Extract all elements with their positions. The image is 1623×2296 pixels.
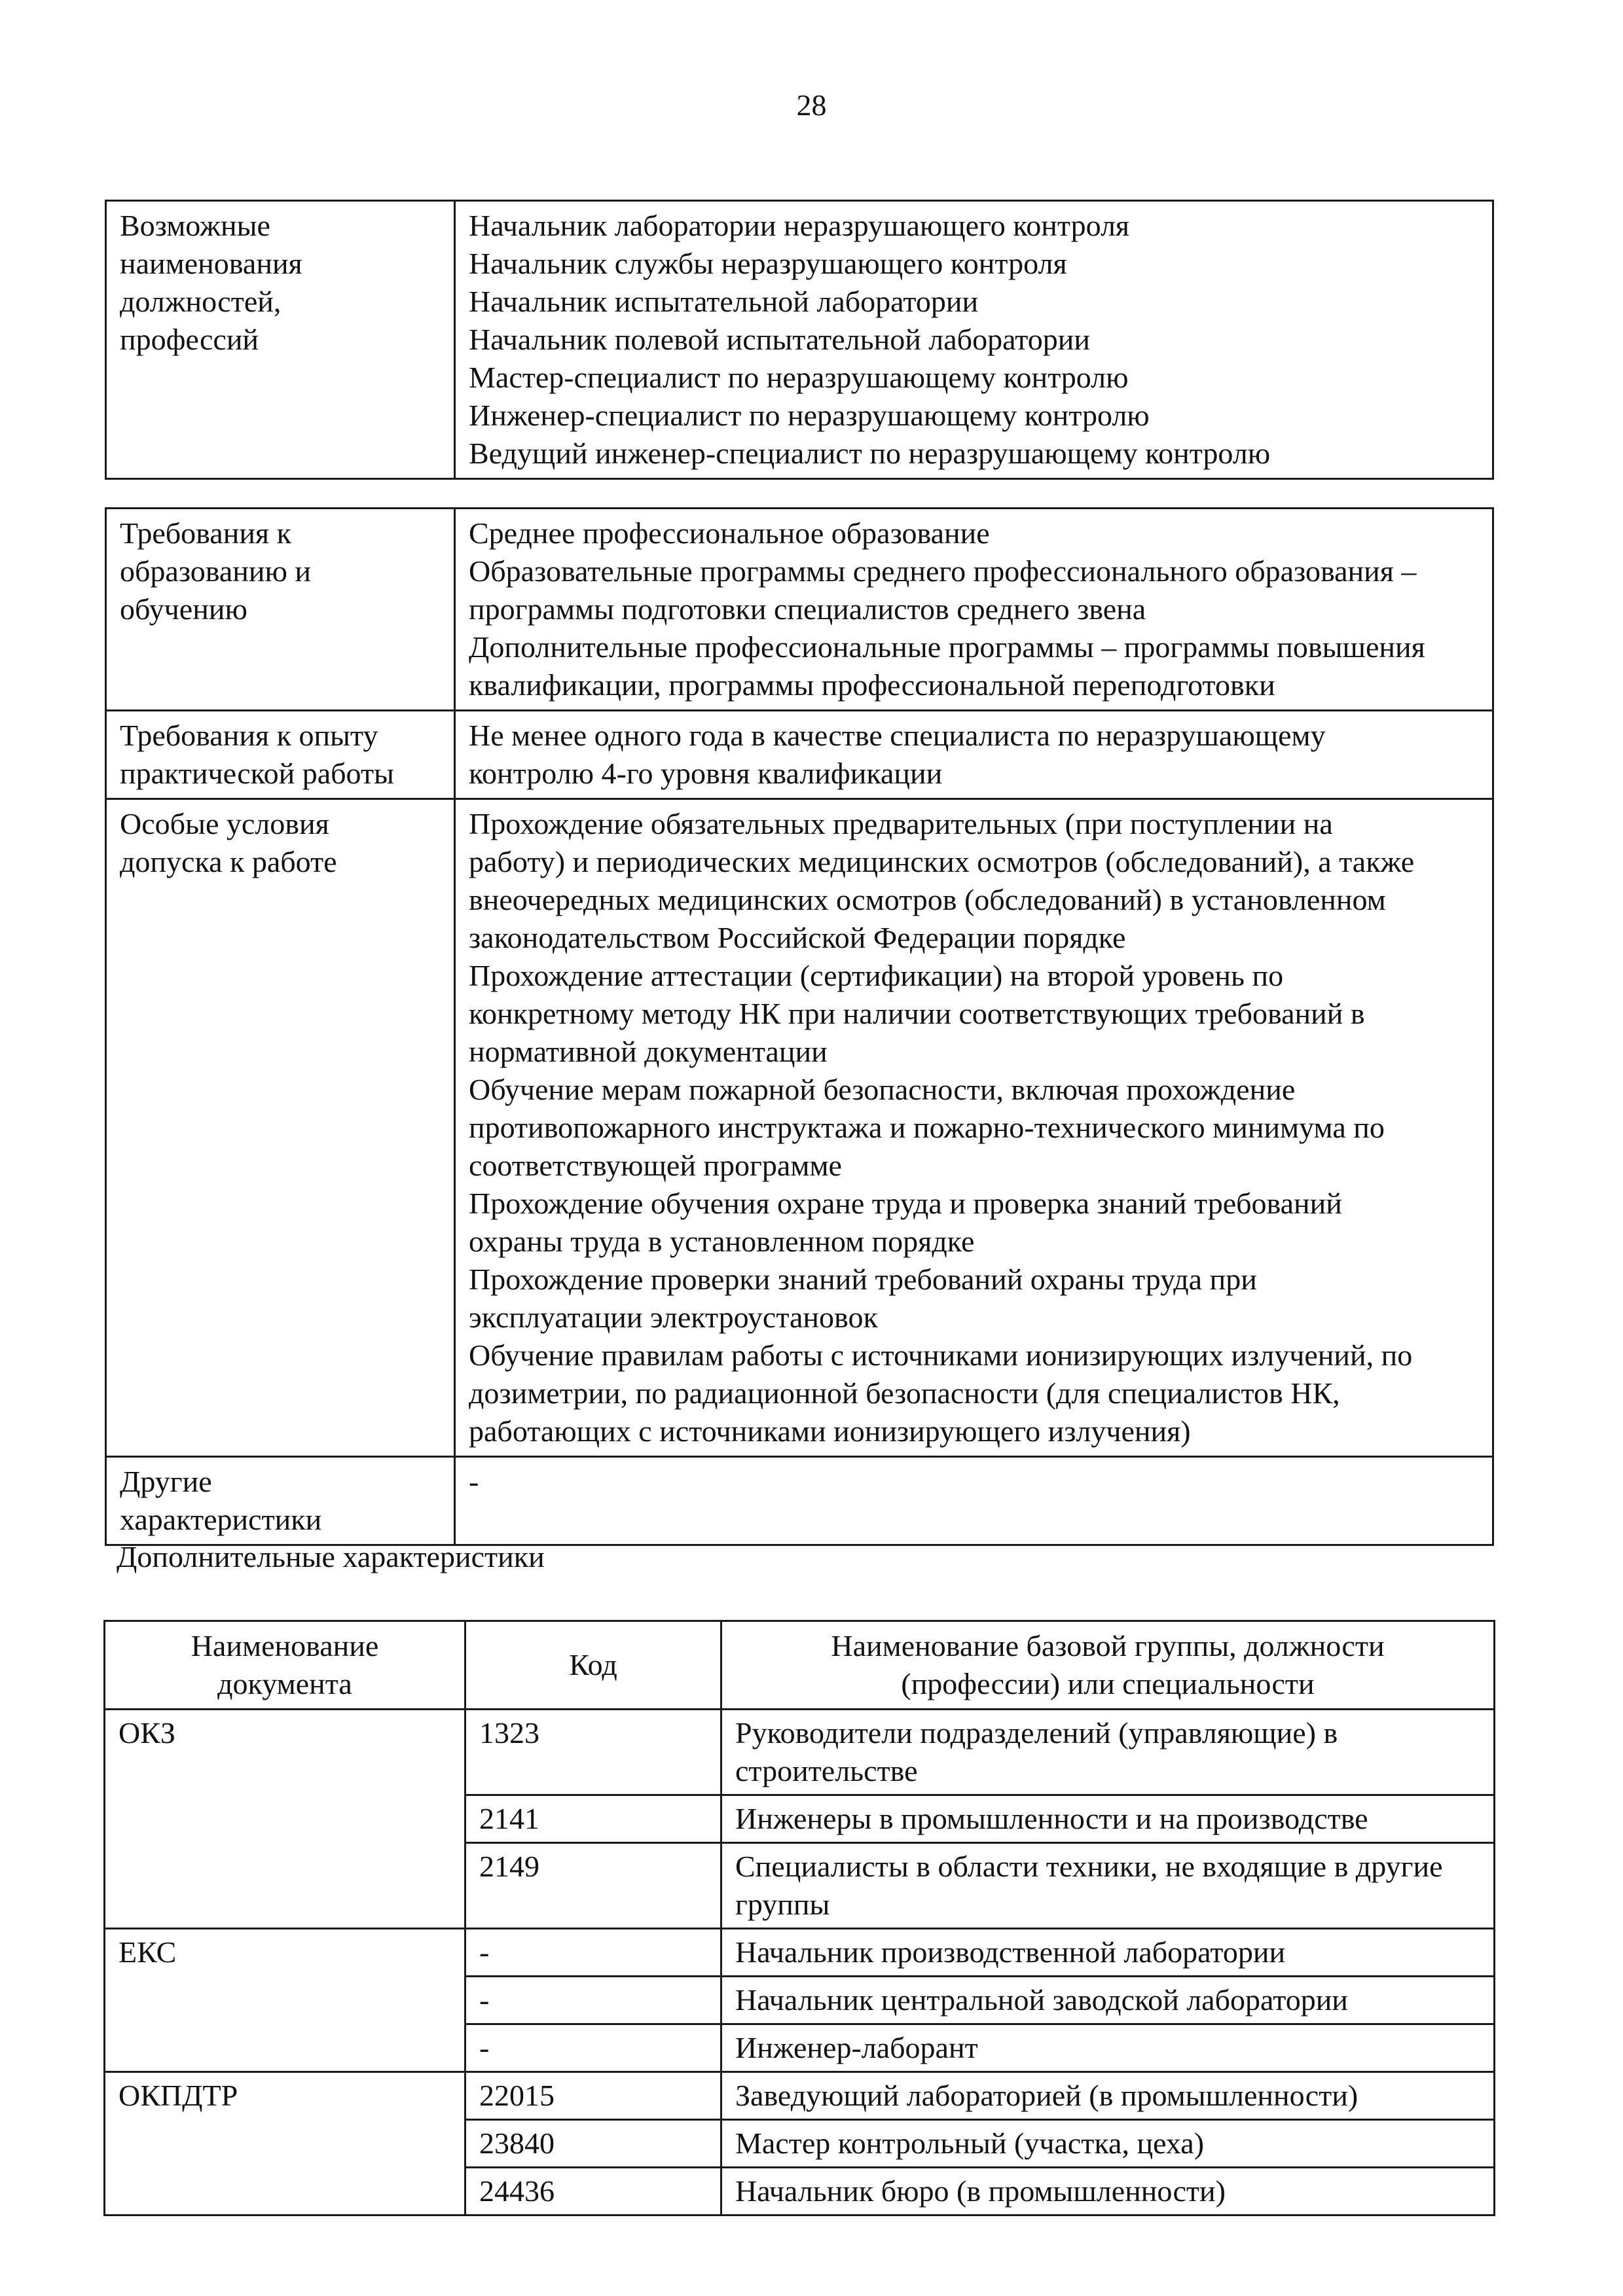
header-line: документа (217, 1667, 352, 1700)
value-line: Начальник производственной лаборатории (735, 1935, 1286, 1969)
extra-characteristics-table (103, 1620, 1495, 2216)
header-line: (профессии) или специальности (901, 1667, 1315, 1700)
value-line: Мастер контрольный (участка, цеха) (735, 2126, 1205, 2160)
value-line: противопожарного инструктажа и пожарно-технического минимума по (469, 1111, 1385, 1144)
position-title: Ведущий инженер-специалист по неразрушающему контролю (469, 437, 1271, 470)
experience-label-cell (106, 711, 455, 799)
positions-table (105, 200, 1494, 480)
table-row (105, 1710, 1495, 1795)
table-header-row (105, 1621, 1495, 1710)
value-line: Специалисты в области техники, не входящие в другие (735, 1850, 1443, 1883)
table-row (106, 1457, 1493, 1545)
position-title: Мастер-специалист по неразрушающему контролю (469, 361, 1129, 394)
value-line: эксплуатации электроустановок (469, 1300, 878, 1334)
value-line: работающих с источниками ионизирующего излучения) (469, 1414, 1191, 1448)
label-line: образованию и (120, 554, 311, 588)
admission-label-cell (106, 799, 455, 1457)
group-cell (721, 2072, 1495, 2120)
education-value-cell (455, 509, 1493, 711)
label-line: допуска к работе (120, 845, 337, 878)
table-row (106, 799, 1493, 1457)
group-cell (721, 2168, 1495, 2215)
group-cell (721, 1710, 1495, 1795)
value-line: внеочередных медицинских осмотров (обследований) в установленном (469, 883, 1386, 916)
position-title: Начальник лаборатории неразрушающего контроля (469, 209, 1130, 242)
label-line: практической работы (120, 757, 394, 790)
code-cell: 1323 (465, 1710, 721, 1795)
header-line: Наименование базовой группы, должности (831, 1629, 1385, 1662)
section-heading: Дополнительные характеристики (117, 1540, 545, 1573)
doc-cell: ЕКС (105, 1929, 465, 2072)
position-title: Инженер-специалист по неразрушающему контролю (469, 399, 1150, 432)
label-line: Требования к (120, 516, 291, 550)
group-cell (721, 2024, 1495, 2072)
value-line: Прохождение обучения охране труда и проверка знаний требований (469, 1187, 1342, 1220)
value-line: Прохождение аттестации (сертификации) на второй уровень по (469, 959, 1284, 992)
value-line: Начальник бюро (в промышленности) (735, 2174, 1226, 2208)
table-row (106, 711, 1493, 799)
group-cell (721, 2120, 1495, 2168)
value-line: Образовательные программы среднего профессионального образования – (469, 554, 1417, 588)
value-line: Обучение мерам пожарной безопасности, включая прохождение (469, 1073, 1296, 1106)
other-label-cell (106, 1457, 455, 1545)
value-line: группы (735, 1888, 830, 1921)
header-code: Код (465, 1621, 721, 1710)
label-line: профессий (120, 323, 259, 356)
header-group (721, 1621, 1495, 1710)
group-cell (721, 1977, 1495, 2024)
label-line: обучению (120, 592, 247, 626)
position-title: Начальник службы неразрушающего контроля (469, 247, 1067, 280)
value-line: программы подготовки специалистов среднего звена (469, 592, 1146, 626)
label-line: Возможные (120, 209, 270, 242)
value-line: Не менее одного года в качестве специалиста по неразрушающему (469, 719, 1326, 752)
value-line: Руководители подразделений (управляющие) в (735, 1716, 1338, 1749)
positions-value-cell (455, 201, 1493, 479)
code-cell: 2141 (465, 1795, 721, 1843)
code-cell: 23840 (465, 2120, 721, 2168)
value-line: Инженер-лаборант (735, 2031, 978, 2064)
header-doc (105, 1621, 465, 1710)
code-cell: - (465, 1977, 721, 2024)
label-line: характеристики (120, 1503, 322, 1536)
value-line: Обучение правилам работы с источниками ионизирующих излучений, по (469, 1338, 1413, 1372)
value-line: Прохождение проверки знаний требований охраны труда при (469, 1263, 1257, 1296)
experience-value-cell (455, 711, 1493, 799)
value-line: Начальник центральной заводской лаборатории (735, 1983, 1348, 2017)
doc-cell: ОКПДТР (105, 2072, 465, 2215)
code-cell: 22015 (465, 2072, 721, 2120)
value-line: дозиметрии, по радиационной безопасности (для специалистов НК, (469, 1376, 1340, 1410)
other-value-cell (455, 1457, 1493, 1545)
value-line: квалификации, программы профессиональной переподготовки (469, 668, 1275, 702)
value-line: законодательством Российской Федерации порядке (469, 921, 1126, 954)
label-line: наименования (120, 247, 302, 280)
label-line: Другие (120, 1465, 212, 1498)
value-line: нормативной документации (469, 1035, 828, 1068)
value-line: строительстве (735, 1754, 918, 1787)
label-line: Особые условия (120, 807, 329, 840)
table-row (106, 201, 1493, 479)
position-title: Начальник испытательной лаборатории (469, 285, 979, 318)
value-line: Заведующий лабораторией (в промышленности) (735, 2079, 1359, 2112)
label-line: Требования к опыту (120, 719, 378, 752)
table-row (105, 1929, 1495, 1977)
value-line: работу) и периодических медицинских осмотров (обследований), а также (469, 845, 1415, 878)
code-cell: - (465, 2024, 721, 2072)
positions-label-cell (106, 201, 455, 479)
value-line: Инженеры в промышленности и на производстве (735, 1802, 1368, 1835)
header-line: Наименование (191, 1629, 379, 1662)
page-number: 28 (796, 88, 827, 122)
code-cell: 2149 (465, 1843, 721, 1929)
label-line: должностей, (120, 285, 282, 318)
value-line: Прохождение обязательных предварительных (при поступлении на (469, 807, 1333, 840)
value-line: охраны труда в установленном порядке (469, 1225, 975, 1258)
code-cell: 24436 (465, 2168, 721, 2215)
requirements-table (105, 507, 1494, 1546)
position-title: Начальник полевой испытательной лаборатории (469, 323, 1091, 356)
group-cell (721, 1843, 1495, 1929)
table-row (105, 2072, 1495, 2120)
group-cell (721, 1795, 1495, 1843)
value-line: Дополнительные профессиональные программы – программы повышения (469, 630, 1425, 664)
value-line: - (469, 1465, 479, 1498)
admission-value-cell (455, 799, 1493, 1457)
value-line: соответствующей программе (469, 1149, 842, 1182)
group-cell (721, 1929, 1495, 1977)
value-line: контролю 4-го уровня квалификации (469, 757, 943, 790)
value-line: Среднее профессиональное образование (469, 516, 990, 550)
education-label-cell (106, 509, 455, 711)
value-line: конкретному методу НК при наличии соответствующих требований в (469, 997, 1365, 1030)
code-cell: - (465, 1929, 721, 1977)
table-row (106, 509, 1493, 711)
doc-cell: ОКЗ (105, 1710, 465, 1929)
